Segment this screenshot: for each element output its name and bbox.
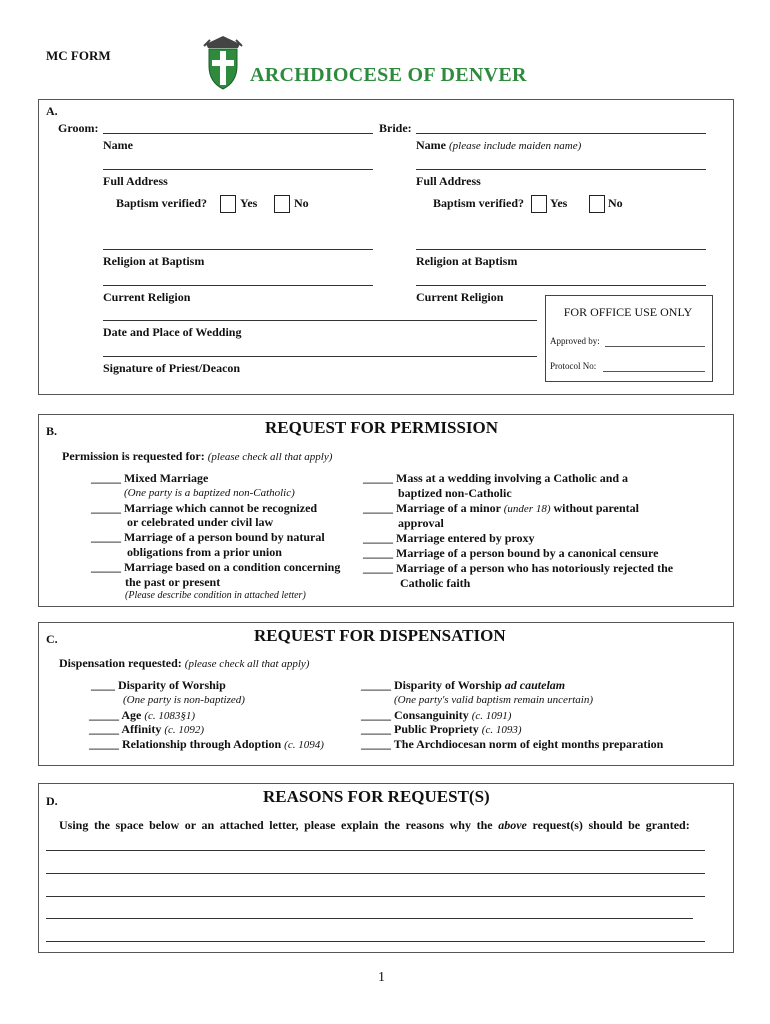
bride-religion-baptism-label: Religion at Baptism xyxy=(416,254,518,268)
approved-by-label: Approved by: xyxy=(550,336,600,346)
reason-line-3[interactable] xyxy=(46,896,705,897)
bride-name-label: Name xyxy=(416,138,446,152)
groom-address-label: Full Address xyxy=(103,174,168,188)
minor-note: (under 18) xyxy=(503,503,551,515)
groom-religion-baptism-field[interactable] xyxy=(103,249,373,250)
bride-current-religion-field[interactable] xyxy=(416,285,706,286)
dispensation-intro xyxy=(59,656,309,671)
affinity-label: _____ Affinity xyxy=(89,722,162,736)
page-number: 1 xyxy=(378,970,385,985)
cautelam-label: _____ Disparity of Worship xyxy=(361,678,502,692)
reasons-instr-c: request(s) should be granted: xyxy=(532,818,690,832)
bride-baptism-no-checkbox[interactable] xyxy=(589,195,605,213)
condition-note: (Please describe condition in attached letter) xyxy=(125,590,306,601)
archdiocese-crest-icon xyxy=(202,34,244,92)
signature-label: Signature of Priest/Deacon xyxy=(103,361,241,375)
signature-field[interactable] xyxy=(103,356,537,357)
cautelam-italic: ad cautelam xyxy=(504,678,566,692)
reason-line-4[interactable] xyxy=(46,918,693,919)
minor-label-b: without parental xyxy=(553,501,639,515)
org-name: ARCHDIOCESE OF DENVER xyxy=(250,64,527,86)
office-use-title: FOR OFFICE USE ONLY xyxy=(563,305,693,319)
protocol-no-field[interactable] xyxy=(603,371,705,372)
adoption-note: (c. 1094) xyxy=(284,739,324,751)
option-rejected-faith[interactable]: _____ Marriage of a person who has notoriously rejected the xyxy=(363,561,674,575)
groom-baptism-label: Baptism verified? xyxy=(116,196,207,210)
mixed-marriage-note: (One party is a baptized non-Catholic) xyxy=(124,487,295,499)
section-d-label: D. xyxy=(46,794,58,808)
option-mass-wedding[interactable]: _____ Mass at a wedding involving a Catholic and a xyxy=(363,471,629,485)
consanguinity-label: _____ Consanguinity xyxy=(361,708,469,722)
option-mixed-marriage[interactable]: _____ Mixed Marriage xyxy=(91,471,209,485)
dispensation-intro-label: Dispensation requested: xyxy=(59,656,182,670)
option-age[interactable] xyxy=(89,708,195,723)
option-consanguinity[interactable] xyxy=(361,708,511,723)
section-c-label: C. xyxy=(46,632,58,646)
option-proxy[interactable]: _____ Marriage entered by proxy xyxy=(363,531,535,545)
bride-label: Bride: xyxy=(379,121,412,135)
bride-baptism-yes-checkbox[interactable] xyxy=(531,195,547,213)
permission-intro-label: Permission is requested for: xyxy=(62,449,205,463)
option-canonical-censure[interactable]: _____ Marriage of a person bound by a canonical censure xyxy=(363,546,659,560)
minor-label: _____ Marriage of a minor xyxy=(363,501,501,515)
option-condition[interactable]: _____ Marriage based on a condition concerning xyxy=(91,560,341,574)
bride-name-label-group xyxy=(416,138,581,153)
protocol-no-label: Protocol No: xyxy=(550,361,597,371)
propriety-label: _____ Public Propriety xyxy=(361,722,479,736)
section-d-title: REASONS FOR REQUEST(S) xyxy=(263,787,490,806)
option-natural-obligations[interactable]: _____ Marriage of a person bound by natural xyxy=(91,530,325,544)
groom-baptism-no-checkbox[interactable] xyxy=(274,195,290,213)
option-disparity-cautelam[interactable] xyxy=(361,678,565,693)
reasons-instr-a: Using the space below or an attached letter, please explain the reasons why the xyxy=(59,818,493,832)
reason-line-2[interactable] xyxy=(46,873,705,874)
option-eight-months[interactable]: _____ The Archdiocesan norm of eight months preparation xyxy=(361,737,664,751)
groom-baptism-yes-checkbox[interactable] xyxy=(220,195,236,213)
bride-name-note: (please include maiden name) xyxy=(449,140,582,152)
option-disparity-worship[interactable]: ____ Disparity of Worship xyxy=(91,678,226,692)
adoption-label: _____ Relationship through Adoption xyxy=(89,737,282,751)
natural-obligations-cont: obligations from a prior union xyxy=(127,545,282,559)
groom-label: Groom: xyxy=(58,121,99,135)
dispensation-intro-note: (please check all that apply) xyxy=(184,658,310,670)
section-d-box xyxy=(38,783,734,953)
reason-line-5[interactable] xyxy=(46,941,705,942)
bride-current-religion-label: Current Religion xyxy=(416,290,504,304)
age-note: (c. 1083§1) xyxy=(144,710,196,722)
groom-no-label: No xyxy=(294,196,309,210)
approved-by-field[interactable] xyxy=(605,346,705,347)
option-civil-law[interactable]: _____ Marriage which cannot be recognized xyxy=(91,501,318,515)
section-c-title: REQUEST FOR DISPENSATION xyxy=(254,626,506,645)
bride-no-label: No xyxy=(608,196,623,210)
permission-intro xyxy=(62,449,332,464)
option-adoption[interactable] xyxy=(89,737,324,752)
condition-cont: the past or present xyxy=(125,575,221,589)
option-affinity[interactable] xyxy=(89,722,204,737)
consanguinity-note: (c. 1091) xyxy=(471,710,512,722)
section-a-label: A. xyxy=(46,104,58,118)
section-b-label: B. xyxy=(46,424,58,438)
form-id: MC FORM xyxy=(46,48,111,63)
bride-religion-baptism-field[interactable] xyxy=(416,249,706,250)
bride-baptism-label: Baptism verified? xyxy=(433,196,524,210)
section-b-title: REQUEST FOR PERMISSION xyxy=(265,418,499,437)
groom-current-religion-label: Current Religion xyxy=(103,290,191,304)
groom-yes-label: Yes xyxy=(240,196,258,210)
option-minor[interactable] xyxy=(363,501,639,516)
minor-cont: approval xyxy=(398,516,444,530)
groom-name-field[interactable] xyxy=(103,133,373,134)
bride-name-field[interactable] xyxy=(416,133,706,134)
reason-line-1[interactable] xyxy=(46,850,705,851)
propriety-note: (c. 1093) xyxy=(481,724,522,736)
disparity-worship-note: (One party is non-baptized) xyxy=(123,694,245,706)
bride-address-field[interactable] xyxy=(416,169,706,170)
affinity-note: (c. 1092) xyxy=(164,724,205,736)
civil-law-cont: or celebrated under civil law xyxy=(127,515,274,529)
age-label: _____ Age xyxy=(89,708,142,722)
wedding-date-place-field[interactable] xyxy=(103,320,537,321)
reasons-instructions xyxy=(59,818,725,833)
cautelam-note: (One party's valid baptism remain uncertain) xyxy=(394,694,593,706)
bride-yes-label: Yes xyxy=(550,196,568,210)
groom-religion-baptism-label: Religion at Baptism xyxy=(103,254,205,268)
groom-address-field[interactable] xyxy=(103,169,373,170)
groom-current-religion-field[interactable] xyxy=(103,285,373,286)
wedding-date-place-label: Date and Place of Wedding xyxy=(103,325,242,339)
reasons-instr-above: above xyxy=(498,818,527,832)
groom-name-label: Name xyxy=(103,138,133,152)
mass-wedding-cont: baptized non-Catholic xyxy=(398,486,512,500)
option-public-propriety[interactable] xyxy=(361,722,522,737)
bride-address-label: Full Address xyxy=(416,174,481,188)
permission-intro-note: (please check all that apply) xyxy=(207,451,333,463)
rejected-faith-cont: Catholic faith xyxy=(400,576,471,590)
